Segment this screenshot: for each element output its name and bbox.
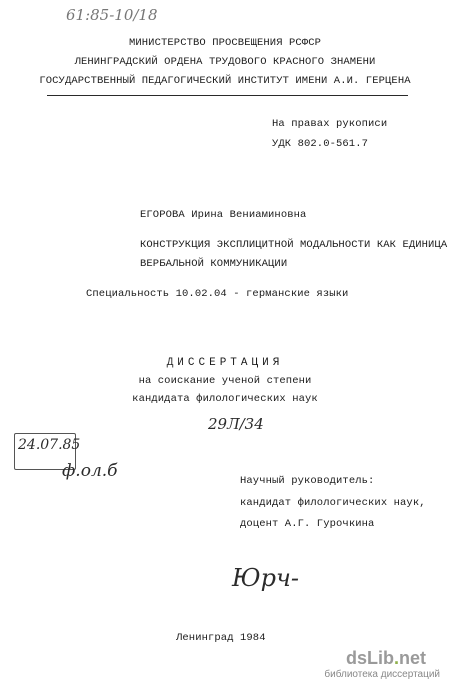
institute-name-line1: ЛЕНИНГРАДСКИЙ ОРДЕНА ТРУДОВОГО КРАСНОГО ЗНАМЕНИ [74,56,376,68]
watermark-tagline: библиотека диссертаций [324,669,440,680]
handwritten-stamp-date: 24.07.85 [18,437,81,453]
handwritten-signature-left: ф.ол.б [62,461,118,481]
degree-line2: кандидата филологических наук [132,393,318,405]
watermark [280,648,440,684]
handwritten-stamp-number: 29Л/34 [208,415,264,433]
handwritten-catalog-number: 61:85-10/18 [66,6,158,24]
manuscript-rights: На правах рукописи [272,118,388,130]
ministry-name: МИНИСТЕРСТВО ПРОСВЕЩЕНИЯ РСФСР [128,37,322,49]
udc-code: УДК 802.0-561.7 [272,138,369,150]
degree-line1: на соискание ученой степени [138,375,312,387]
author-name: ЕГОРОВА Ирина Вениаминовна [140,209,307,221]
thesis-title-line1: КОНСТРУКЦИЯ ЭКСПЛИЦИТНОЙ МОДАЛЬНОСТИ КАК ЕДИНИЦА [140,239,448,251]
handwritten-signature-supervisor: Юрч- [232,564,300,592]
dissertation-heading: ДИССЕРТАЦИЯ [166,357,284,369]
institute-name-line2: ГОСУДАРСТВЕННЫЙ ПЕДАГОГИЧЕСКИЙ ИНСТИТУТ ИМЕНИ А.И. ГЕРЦЕНА [39,75,411,87]
dslib-logo: dsLib.net [345,648,426,668]
supervisor-heading: Научный руководитель: [240,475,375,487]
supervisor-degree: кандидат филологических наук, [240,497,426,509]
city-year: Ленинград 1984 [176,632,266,644]
speciality: Специальность 10.02.04 - германские языки [86,288,349,300]
header-divider [47,95,408,96]
supervisor-name: доцент А.Г. Гурочкина [240,518,375,530]
thesis-title-line2: ВЕРБАЛЬНОЙ КОММУНИКАЦИИ [140,258,288,270]
